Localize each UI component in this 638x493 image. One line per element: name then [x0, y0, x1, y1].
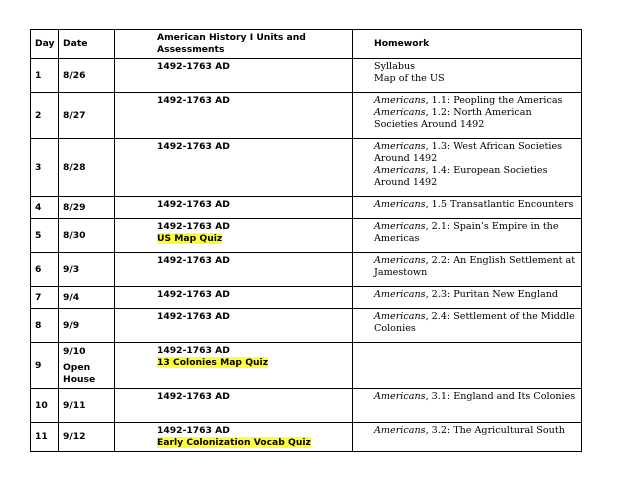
date-cell — [59, 287, 115, 309]
homework-item — [374, 107, 577, 131]
day-cell: 3 — [31, 139, 59, 197]
textbook-title: Americans — [374, 255, 426, 266]
date-cell — [59, 389, 115, 423]
homework-cell — [353, 219, 582, 253]
unit-label: 1492-1763 AD — [157, 311, 230, 322]
date-cell — [59, 139, 115, 197]
header-row — [31, 30, 582, 59]
homework-cell — [353, 93, 582, 139]
homework-cell — [353, 343, 582, 389]
unit-cell — [115, 139, 353, 197]
homework-item — [374, 391, 577, 403]
table-row — [31, 93, 582, 139]
textbook-title: Americans — [374, 95, 426, 106]
date-cell — [59, 197, 115, 219]
table-row — [31, 423, 582, 452]
homework-cell — [353, 287, 582, 309]
unit-label: 1492-1763 AD — [157, 425, 230, 436]
date-cell — [59, 93, 115, 139]
homework-item — [374, 221, 577, 245]
date-cell — [59, 253, 115, 287]
schedule-table — [30, 29, 582, 452]
date-value: 8/28 — [63, 161, 86, 173]
date-value: 9/4 — [63, 291, 80, 303]
day-cell: 5 — [31, 219, 59, 253]
unit-cell — [115, 287, 353, 309]
homework-text: , 1.2: North American Societies Around 1492 — [374, 107, 532, 130]
date-cell — [59, 219, 115, 253]
unit-label: 1492-1763 AD — [157, 255, 230, 266]
date-value: 8/30 — [63, 229, 86, 241]
day-cell: 7 — [31, 287, 59, 309]
unit-cell — [115, 343, 353, 389]
table-row — [31, 219, 582, 253]
homework-cell — [353, 423, 582, 452]
textbook-title: Americans — [374, 141, 426, 152]
header-date: Date — [59, 30, 115, 59]
textbook-title: Americans — [374, 391, 426, 402]
header-units: American History I Units and Assessments — [115, 30, 353, 59]
day-cell: 10 — [31, 389, 59, 423]
homework-item — [374, 255, 577, 279]
homework-text: , 2.2: An English Settlement at Jamestown — [374, 255, 576, 278]
table-row — [31, 253, 582, 287]
date-cell — [59, 309, 115, 343]
date-cell — [59, 423, 115, 452]
homework-item — [374, 141, 577, 165]
homework-item — [374, 165, 577, 189]
unit-label: 1492-1763 AD — [157, 391, 230, 402]
textbook-title: Americans — [374, 165, 426, 176]
assessment-label: Early Colonization Vocab Quiz — [157, 437, 311, 448]
homework-text: , 1.1: Peopling the Americas — [425, 95, 563, 106]
date-value: 9/12 — [63, 431, 86, 442]
homework-text: , 2.4: Settlement of the Middle Colonies — [374, 311, 575, 334]
day-cell: 8 — [31, 309, 59, 343]
table-row — [31, 287, 582, 309]
textbook-title: Americans — [374, 107, 426, 118]
homework-text: , 1.5 Transatlantic Encounters — [425, 199, 574, 210]
assessment-label: US Map Quiz — [157, 233, 223, 244]
unit-cell — [115, 197, 353, 219]
homework-item — [374, 425, 577, 437]
header-homework: Homework — [353, 30, 582, 59]
assessment-label: 13 Colonies Map Quiz — [157, 357, 269, 368]
date-value: 8/29 — [63, 201, 86, 213]
table-row — [31, 59, 582, 93]
unit-label: 1492-1763 AD — [157, 61, 230, 72]
table-row — [31, 343, 582, 389]
day-cell: 1 — [31, 59, 59, 93]
homework-item — [374, 311, 577, 335]
date-note: Open House — [63, 361, 96, 385]
date-value: 9/3 — [63, 263, 80, 275]
homework-text: Syllabus — [374, 61, 416, 72]
homework-text: , 1.3: West African Societies Around 1492 — [374, 141, 563, 164]
textbook-title: Americans — [374, 221, 426, 232]
homework-cell — [353, 309, 582, 343]
date-value: 9/9 — [63, 319, 80, 331]
homework-cell — [353, 389, 582, 423]
unit-cell — [115, 93, 353, 139]
homework-item — [374, 199, 577, 211]
homework-text: , 2.1: Spain’s Empire in the Americas — [374, 221, 559, 244]
homework-text: , 1.4: European Societies Around 1492 — [374, 165, 548, 188]
day-cell: 11 — [31, 423, 59, 452]
textbook-title: Americans — [374, 199, 426, 210]
date-value: 8/26 — [63, 69, 86, 81]
homework-text: , 3.1: England and Its Colonies — [425, 391, 576, 402]
unit-label: 1492-1763 AD — [157, 289, 230, 300]
table-row — [31, 389, 582, 423]
textbook-title: Americans — [374, 311, 426, 322]
date-cell — [59, 59, 115, 93]
homework-cell — [353, 253, 582, 287]
date-value: 9/10 — [63, 345, 86, 357]
unit-label: 1492-1763 AD — [157, 141, 230, 152]
unit-cell — [115, 309, 353, 343]
table-row — [31, 139, 582, 197]
day-cell: 6 — [31, 253, 59, 287]
unit-label: 1492-1763 AD — [157, 345, 230, 356]
homework-cell — [353, 59, 582, 93]
unit-cell — [115, 59, 353, 93]
table-row — [31, 197, 582, 219]
homework-item — [374, 289, 577, 301]
table-row — [31, 309, 582, 343]
day-cell: 9 — [31, 343, 59, 389]
textbook-title: Americans — [374, 289, 426, 300]
schedule-body — [31, 30, 582, 452]
homework-item — [374, 61, 577, 73]
homework-cell — [353, 139, 582, 197]
unit-cell — [115, 219, 353, 253]
homework-text: , 3.2: The Agricultural South — [425, 425, 565, 436]
homework-text: , 2.3: Puritan New England — [425, 289, 559, 300]
unit-label: 1492-1763 AD — [157, 95, 230, 106]
day-cell: 4 — [31, 197, 59, 219]
unit-cell — [115, 423, 353, 452]
date-value: 9/11 — [63, 399, 86, 411]
unit-label: 1492-1763 AD — [157, 221, 230, 232]
day-cell: 2 — [31, 93, 59, 139]
unit-label: 1492-1763 AD — [157, 199, 230, 210]
textbook-title: Americans — [374, 425, 426, 436]
unit-cell — [115, 389, 353, 423]
header-day: Day — [31, 30, 59, 59]
homework-item — [374, 73, 577, 85]
schedule-sheet — [30, 29, 581, 452]
date-cell — [59, 343, 115, 389]
homework-item — [374, 95, 577, 107]
unit-cell — [115, 253, 353, 287]
homework-cell — [353, 197, 582, 219]
homework-text: Map of the US — [374, 73, 445, 84]
date-value: 8/27 — [63, 109, 86, 121]
